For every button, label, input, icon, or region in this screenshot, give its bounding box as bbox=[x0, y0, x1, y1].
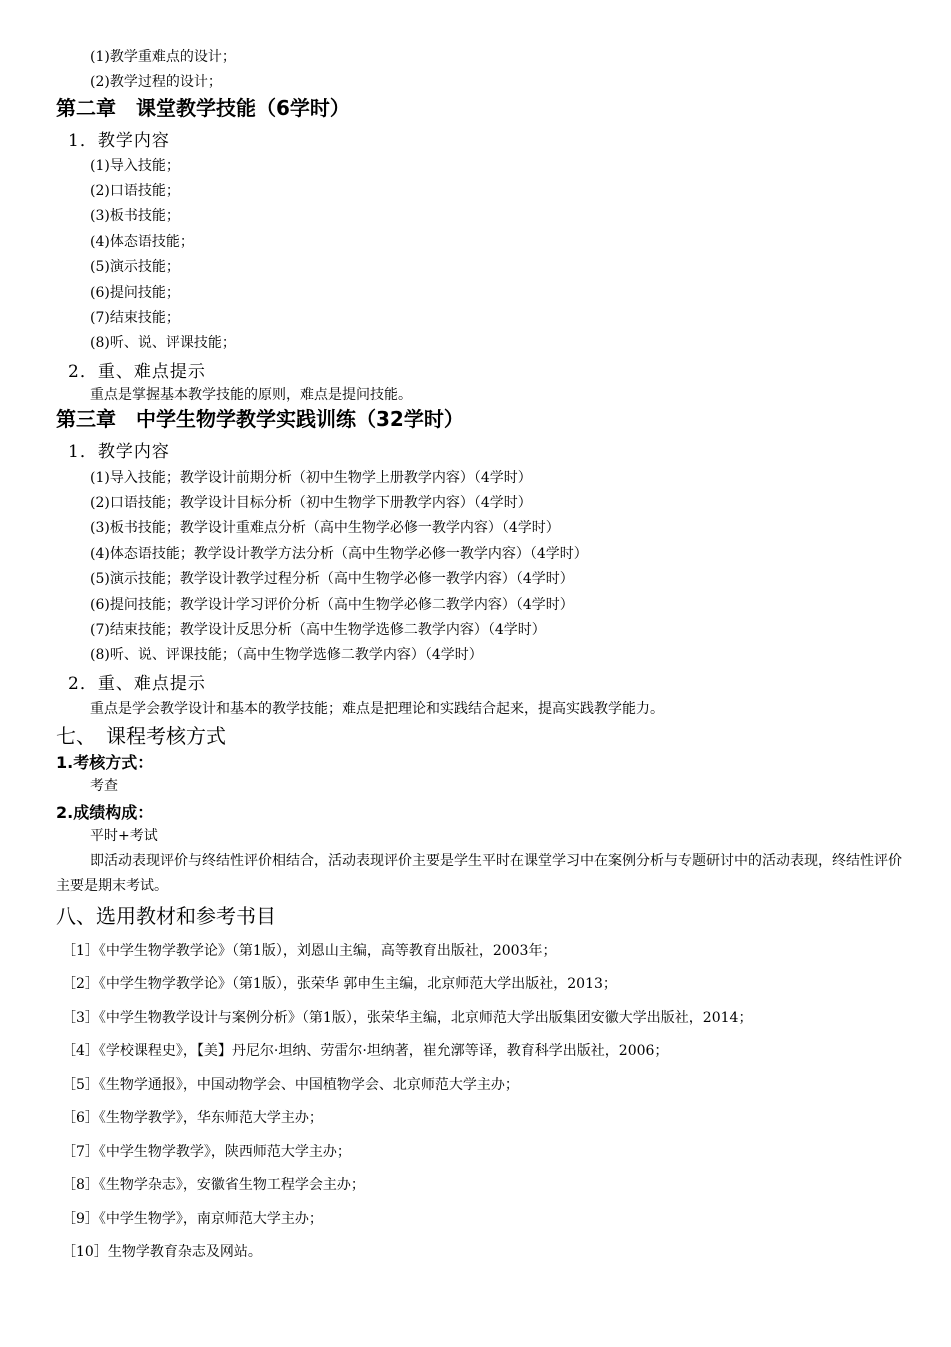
list-item: (3)板书技能；教学设计重难点分析（高中生物学必修一教学内容）（4学时） bbox=[90, 520, 560, 536]
reference-item: ［7］《中学生物学教学》，陕西师范大学主办； bbox=[62, 1144, 351, 1160]
list-item: (1)导入技能；教学设计前期分析（初中生物学上册教学内容）（4学时） bbox=[90, 470, 532, 486]
chapter-2-title: 第二章 课堂教学技能（6学时） bbox=[56, 96, 350, 120]
reference-item: ［5］《生物学通报》，中国动物学会、中国植物学会、北京师范大学主办； bbox=[62, 1077, 519, 1093]
list-item: (2)口语技能；教学设计目标分析（初中生物学下册教学内容）（4学时） bbox=[90, 495, 532, 511]
reference-item: ［3］《中学生物教学设计与案例分析》（第1版），张荣华主编，北京师范大学出版集团安徽大学出版社，2014； bbox=[62, 1010, 753, 1026]
chapter-2-focus-heading: 2．重、难点提示 bbox=[68, 362, 206, 382]
reference-item: ［1］《中学生物学教学论》（第1版），刘恩山主编，高等教育出版社，2003年； bbox=[62, 943, 557, 959]
grade-composition-value: 平时+考试 bbox=[90, 828, 158, 844]
section-8-title: 八、选用教材和参考书目 bbox=[56, 904, 276, 928]
grade-description: 即活动表现评价与终结性评价相结合，活动表现评价主要是学生平时在课堂学习中在案例分析与专题研讨中的活动表现，终结性评价主要是期末考试。 bbox=[56, 853, 902, 894]
chapter-3-focus-text: 重点是学会教学设计和基本的教学技能；难点是把理论和实践结合起来，提高实践教学能力。 bbox=[90, 701, 664, 717]
assessment-method-label: 1.考核方式： bbox=[56, 753, 154, 772]
chapter-3-title: 第三章 中学生物学教学实践训练（32学时） bbox=[56, 407, 464, 431]
list-item: (6)提问技能；教学设计学习评价分析（高中生物学必修二教学内容）（4学时） bbox=[90, 597, 574, 613]
list-item: (5)演示技能； bbox=[90, 259, 180, 275]
list-item: (6)提问技能； bbox=[90, 285, 180, 301]
chapter-3-focus-heading: 2．重、难点提示 bbox=[68, 674, 206, 694]
list-item: (8)听、说、评课技能； bbox=[90, 335, 236, 351]
grade-composition-label: 2.成绩构成： bbox=[56, 803, 154, 822]
section-7-title: 七、 课程考核方式 bbox=[56, 724, 226, 748]
list-item: (4)体态语技能；教学设计教学方法分析（高中生物学必修一教学内容）（4学时） bbox=[90, 546, 588, 562]
chapter-3-content-heading: 1．教学内容 bbox=[68, 442, 170, 462]
reference-item: ［9］《中学生物学》，南京师范大学主办； bbox=[62, 1211, 323, 1227]
list-item: (1)教学重难点的设计； bbox=[90, 49, 236, 65]
list-item: (5)演示技能；教学设计教学过程分析（高中生物学必修一教学内容）（4学时） bbox=[90, 571, 574, 587]
assessment-method-value: 考查 bbox=[90, 778, 118, 794]
reference-item: ［6］《生物学教学》，华东师范大学主办； bbox=[62, 1110, 323, 1126]
reference-item: ［8］《生物学杂志》，安徽省生物工程学会主办； bbox=[62, 1177, 365, 1193]
chapter-2-focus-text: 重点是掌握基本教学技能的原则，难点是提问技能。 bbox=[90, 387, 412, 403]
list-item: (2)教学过程的设计； bbox=[90, 74, 222, 90]
list-item: (2)口语技能； bbox=[90, 183, 180, 199]
list-item: (7)结束技能；教学设计反思分析（高中生物学选修二教学内容）（4学时） bbox=[90, 622, 546, 638]
reference-item: ［10］生物学教育杂志及网站。 bbox=[62, 1244, 262, 1260]
reference-item: ［2］《中学生物学教学论》（第1版），张荣华 郭申生主编，北京师范大学出版社，2013； bbox=[62, 976, 617, 992]
list-item: (3)板书技能； bbox=[90, 208, 180, 224]
chapter-2-content-heading: 1．教学内容 bbox=[68, 131, 170, 151]
list-item: (1)导入技能； bbox=[90, 158, 180, 174]
list-item: (7)结束技能； bbox=[90, 310, 180, 326]
list-item: (4)体态语技能； bbox=[90, 234, 194, 250]
reference-item: ［4］《学校课程史》，【美】丹尼尔·坦纳、劳雷尔·坦纳著，崔允漷等译，教育科学出版社，2006； bbox=[62, 1043, 669, 1059]
list-item: (8)听、说、评课技能；（高中生物学选修二教学内容）（4学时） bbox=[90, 647, 483, 663]
